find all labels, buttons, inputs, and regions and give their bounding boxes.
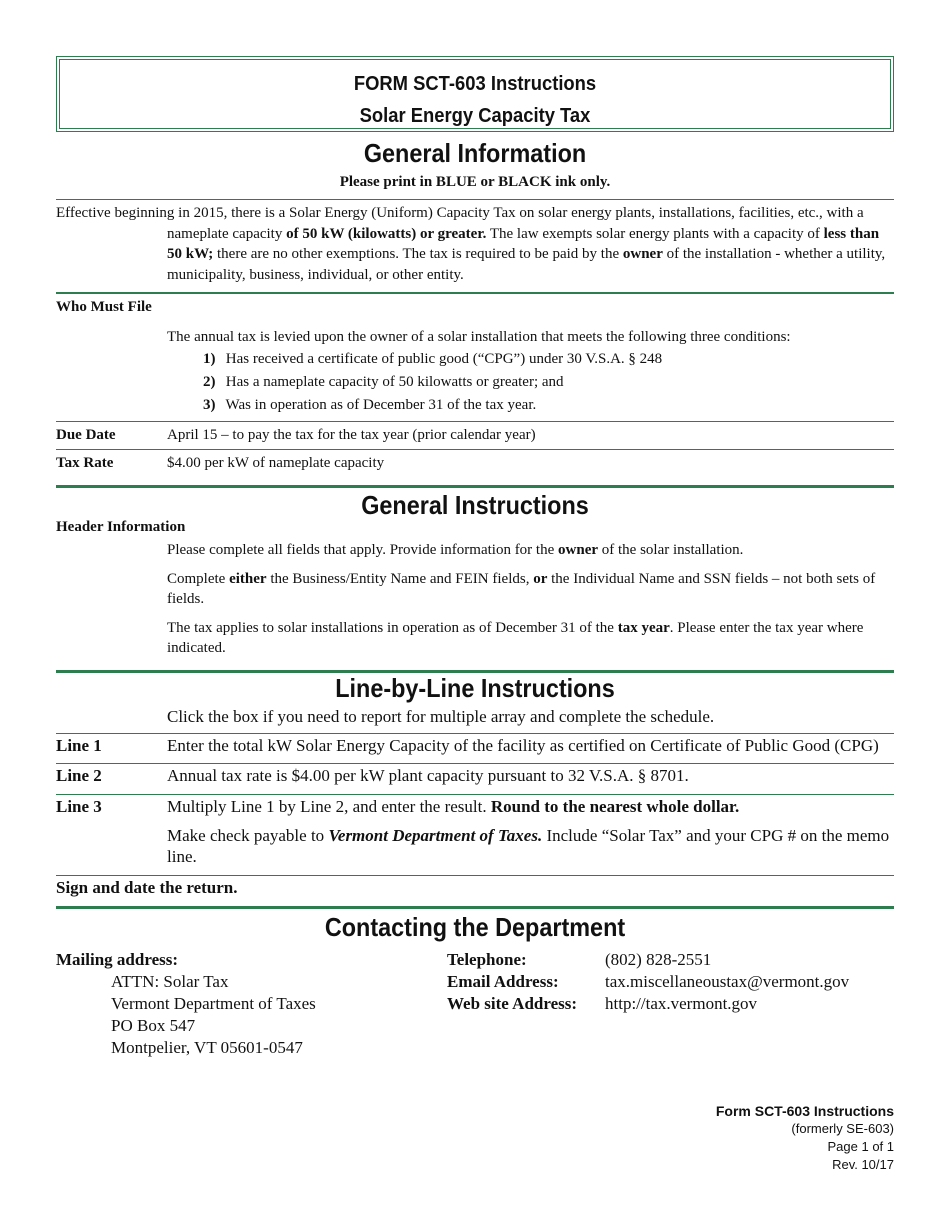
tax-rate-row: Tax Rate $4.00 per kW of nameplate capacity	[56, 455, 385, 471]
email-link[interactable]: tax.miscellaneoustax@vermont.gov	[605, 972, 850, 991]
page-footer	[716, 1102, 894, 1174]
footer-revision: Rev. 10/17	[832, 1157, 894, 1172]
general-instructions-heading: General Instructions	[361, 490, 589, 520]
header-info-paragraph-3: The tax applies to solar installations in operation as of December 31 of the tax year. Please enter the tax year where indicated.	[167, 620, 864, 656]
mailing-address: ATTN: Solar Tax Vermont Department of Taxes PO Box 547 Montpelier, VT 05601-0547	[111, 972, 316, 1057]
telephone-label: Telephone:	[447, 950, 527, 969]
mailing-address-label: Mailing address:	[56, 950, 179, 969]
header-info-paragraph-1: Please complete all fields that apply. Provide information for the owner of the solar installation.	[167, 542, 744, 558]
general-information-heading: General Information	[363, 138, 587, 168]
due-date-row: Due Date April 15 – to pay the tax for the tax year (prior calendar year)	[56, 427, 536, 443]
multiple-array-note: Click the box if you need to report for multiple array and complete the schedule.	[167, 707, 715, 726]
header-information-label: Header Information	[56, 519, 186, 535]
footer-formerly: (formerly SE-603)	[791, 1121, 894, 1136]
footer-form-name: Form SCT-603 Instructions	[715, 1103, 894, 1119]
check-payable-note: Make check payable to Vermont Department of Taxes. Include “Solar Tax” and your CPG # on the memo line.	[167, 826, 890, 866]
line-by-line-heading: Line-by-Line Instructions	[335, 673, 615, 703]
website-label: Web site Address:	[447, 994, 578, 1013]
line-1-row: Line 1 Enter the total kW Solar Energy Capacity of the facility as certified on Certificate of Public Good (CPG)	[56, 736, 879, 755]
line-3-row: Line 3 Multiply Line 1 by Line 2, and enter the result. Round to the nearest whole dollar.	[56, 797, 740, 816]
ink-note: Please print in BLUE or BLACK ink only.	[339, 174, 611, 190]
website-link[interactable]: http://tax.vermont.gov	[605, 994, 758, 1013]
footer-page-number: Page 1 of 1	[827, 1139, 894, 1154]
condition-item: 3) Was in operation as of December 31 of the tax year.	[203, 397, 537, 413]
email-label: Email Address:	[447, 972, 559, 991]
condition-item: 2) Has a nameplate capacity of 50 kilowatts or greater; and	[203, 374, 564, 390]
contacting-heading: Contacting the Department	[324, 912, 626, 942]
who-must-file-text: The annual tax is levied upon the owner of a solar installation that meets the following three conditions:	[167, 329, 791, 345]
form-subtitle: Solar Energy Capacity Tax	[359, 105, 591, 127]
condition-item: 1) Has received a certificate of public good (“CPG”) under 30 V.S.A. § 248	[203, 351, 663, 367]
who-must-file-label: Who Must File	[56, 299, 152, 315]
contact-section	[56, 949, 894, 1069]
telephone-value: (802) 828-2551	[605, 950, 712, 969]
form-page	[56, 56, 894, 1069]
intro-paragraph: Effective beginning in 2015, there is a Solar Energy (Uniform) Capacity Tax on solar energy plants, installations, facilities, etc., with a nameplate capacity of 50 kW (kilowatts) or greater. The law exempts solar energy plants with a capacity of less than 50 kW; there are no other exemptions. The tax is required to be paid by the owner of the installation - whether a utility, municipality, business, individual, or other entity.	[56, 205, 886, 283]
line-2-row: Line 2 Annual tax rate is $4.00 per kW plant capacity pursuant to 32 V.S.A. § 8701.	[56, 766, 689, 785]
form-title: FORM SCT-603 Instructions	[353, 73, 597, 95]
sign-and-date-note: Sign and date the return.	[56, 878, 238, 897]
title-box	[56, 56, 894, 132]
header-info-paragraph-2: Complete either the Business/Entity Name and FEIN fields, or the Individual Name and SSN fields – not both sets of fields.	[167, 571, 876, 607]
